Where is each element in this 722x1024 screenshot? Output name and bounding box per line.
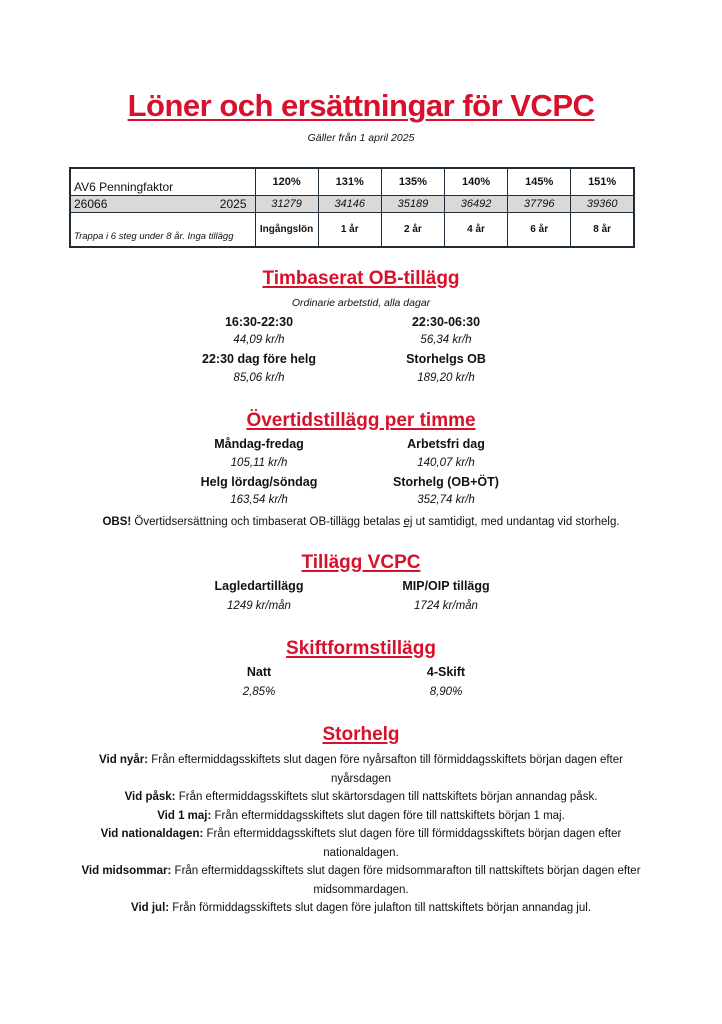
- amount-cell: 39360: [571, 195, 634, 212]
- step-cell: 8 år: [571, 212, 634, 247]
- percent-cell: 131%: [318, 168, 381, 195]
- rule-text: Från eftermiddagsskiftets slut dagen före nyårsafton till förmiddagsskiftets början dagen efter nyårsdagen: [148, 754, 623, 785]
- storhelg-rules: [70, 751, 652, 918]
- overtime-heading: Övertidstillägg per timme: [246, 410, 476, 431]
- overtime-label: Arbetsfri dag: [407, 437, 485, 451]
- obs-text: Övertidsersättning och timbaserat OB-tillägg betalas: [131, 516, 404, 528]
- shift-heading: Skiftformstillägg: [286, 638, 436, 659]
- rule-label: Vid nyår:: [99, 754, 149, 766]
- percent-cell: 135%: [381, 168, 444, 195]
- rule-label: Vid nationaldagen:: [100, 828, 204, 840]
- shift-value: 2,85%: [242, 686, 276, 698]
- vcpc-value: 1249 kr/mån: [227, 600, 291, 612]
- overtime-label: Storhelg (OB+ÖT): [393, 475, 499, 489]
- percent-cell: 120%: [255, 168, 318, 195]
- percent-cell: 145%: [508, 168, 571, 195]
- base-value: 26066: [74, 196, 108, 211]
- vcpc-heading: Tillägg VCPC: [301, 552, 421, 573]
- shift-value: 8,90%: [429, 686, 463, 698]
- shift-label: Natt: [246, 665, 272, 679]
- storhelg-heading: Storhelg: [322, 724, 400, 745]
- storhelg-rule: [70, 788, 652, 807]
- overtime-label: Helg lördag/söndag: [200, 475, 318, 489]
- rule-text: Från eftermiddagsskiftets slut dagen före till förmiddagsskiftets början dagen efter nationaldagen.: [203, 828, 622, 859]
- amount-cell: 37796: [508, 195, 571, 212]
- step-cell: 4 år: [444, 212, 507, 247]
- obs-emphasis: ej: [403, 516, 413, 528]
- ob-heading: Timbaserat OB-tillägg: [262, 268, 460, 289]
- page-title: Löner och ersättningar för VCPC: [127, 88, 595, 123]
- factor-label: AV6 Penningfaktor: [70, 168, 255, 195]
- obs-text: ut samtidigt, med undantag vid storhelg.: [412, 516, 620, 528]
- step-cell: 1 år: [318, 212, 381, 247]
- salary-step-row: [70, 212, 634, 247]
- rule-label: Vid påsk:: [124, 791, 176, 803]
- step-cell: 6 år: [508, 212, 571, 247]
- salary-percent-row: [70, 168, 634, 195]
- overtime-value: 105,11 kr/h: [230, 457, 288, 469]
- percent-cell: 151%: [571, 168, 634, 195]
- salary-table: [69, 167, 635, 248]
- vcpc-value: 1724 kr/mån: [414, 600, 478, 612]
- ob-value: 85,06 kr/h: [233, 372, 285, 384]
- ob-note: Ordinarie arbetstid, alla dagar: [291, 297, 431, 309]
- page-subtitle: Gäller från 1 april 2025: [307, 132, 415, 144]
- ob-value: 44,09 kr/h: [233, 334, 285, 346]
- base-cell: [70, 195, 255, 212]
- vcpc-label: MIP/OIP tillägg: [402, 579, 490, 593]
- rule-text: Från förmiddagsskiftets slut dagen före julafton till nattskiftets början annandag jul.: [169, 902, 592, 914]
- obs-prefix: OBS!: [102, 516, 132, 528]
- rule-label: Vid jul:: [130, 902, 170, 914]
- shift-label: 4-Skift: [426, 665, 466, 679]
- ob-label: 22:30 dag före helg: [202, 352, 316, 366]
- step-cell: 2 år: [381, 212, 444, 247]
- salary-amount-row: [70, 195, 634, 212]
- overtime-value: 352,74 kr/h: [417, 494, 475, 506]
- ob-value: 56,34 kr/h: [420, 334, 472, 346]
- ob-label: Storhelgs OB: [406, 352, 486, 366]
- storhelg-rule: [70, 751, 652, 788]
- staircase-note: Trappa i 6 steg under 8 år. Inga tillägg: [70, 212, 255, 247]
- amount-cell: 35189: [381, 195, 444, 212]
- step-cell: Ingångslön: [255, 212, 318, 247]
- overtime-value: 163,54 kr/h: [230, 494, 288, 506]
- ob-label: 22:30-06:30: [411, 315, 481, 329]
- rule-text: Från eftermiddagsskiftets slut dagen före till nattskiftets början 1 maj.: [211, 809, 565, 822]
- overtime-value: 140,07 kr/h: [417, 457, 475, 469]
- obs-note: [0, 516, 722, 528]
- storhelg-rule: [70, 807, 652, 826]
- amount-cell: 36492: [444, 195, 507, 212]
- ob-value: 189,20 kr/h: [417, 372, 475, 384]
- rule-text: Från eftermiddagsskiftets slut dagen före midsommarafton till nattskiftets början dagen efter midsommardagen.: [171, 865, 641, 896]
- rule-label: Vid 1 maj:: [157, 809, 212, 822]
- storhelg-rule: [70, 862, 652, 899]
- rule-label: Vid midsommar:: [81, 865, 172, 877]
- ob-label: 16:30-22:30: [224, 315, 294, 329]
- storhelg-rule: [70, 825, 652, 862]
- amount-cell: 34146: [318, 195, 381, 212]
- percent-cell: 140%: [444, 168, 507, 195]
- vcpc-label: Lagledartillägg: [214, 579, 304, 593]
- overtime-label: Måndag-fredag: [214, 437, 304, 451]
- amount-cell: 31279: [255, 195, 318, 212]
- year-label: 2025: [219, 196, 247, 211]
- storhelg-rule: [70, 899, 652, 918]
- rule-text: Från eftermiddagsskiftets slut skärtorsdagen till nattskiftets början annandag påsk.: [175, 791, 598, 803]
